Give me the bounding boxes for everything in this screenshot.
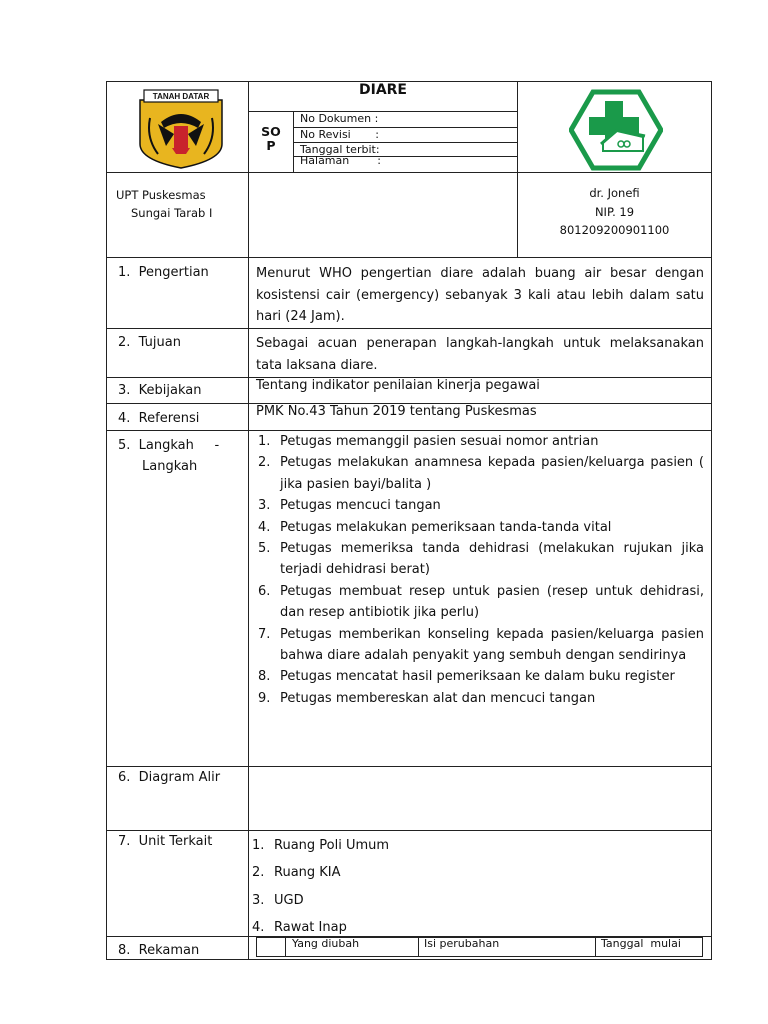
diagram-content-cell <box>248 766 712 831</box>
rekaman-header-content: Isi perubahan <box>424 937 500 950</box>
step-item: 5. Petugas memeriksa tanda dehidrasi (melakukan rujukan jika terjadi dehidrasi berat) <box>258 541 704 578</box>
step-item: 4. Petugas melakukan pemeriksaan tanda-tanda vital <box>258 519 612 535</box>
unit-item: 1. Ruang Poli Umum <box>252 838 390 853</box>
middle-empty-cell <box>248 172 518 258</box>
langkah-label-line2: Langkah <box>142 459 198 474</box>
unit-item: 4. Rawat Inap <box>252 919 347 935</box>
step-item: 7. Petugas memberikan konseling kepada pasien/keluarga pasien bahwa diare adalah penyakit yang sembuh dengan sendirinya <box>258 626 704 664</box>
emblem-text: TANAH DATAR <box>152 92 210 101</box>
tanah-datar-emblem <box>136 88 226 170</box>
issue-date-label: Tanggal terbit: <box>300 143 380 156</box>
referensi-text: PMK No.43 Tahun 2019 tentang Puskesmas <box>256 404 537 419</box>
sop-label: SO P <box>261 124 281 153</box>
revision-label: No Revisi : <box>300 128 379 141</box>
tujuan-label: 2. Tujuan <box>118 335 181 350</box>
tujuan-text: Sebagai acuan penerapan langkah-langkah untuk melaksanakan tata laksana diare. <box>256 336 704 373</box>
kebijakan-label: 3. Kebijakan <box>118 383 202 398</box>
pengertian-label: 1. Pengertian <box>118 265 209 280</box>
langkah-label-cell <box>106 430 249 767</box>
step-item: 2. Petugas melakukan anamnesa kepada pasien/keluarga pasien ( jika pasien bayi/balita ) <box>258 455 704 492</box>
langkah-label-line1: 5. Langkah - <box>118 438 220 453</box>
rekaman-label: 8. Rekaman <box>118 943 200 958</box>
puskesmas-logo <box>569 89 663 171</box>
unit-label: 7. Unit Terkait <box>118 834 213 849</box>
signatory-nip-number: 801209200901100 <box>559 223 670 237</box>
page-number-label: Halaman : <box>300 154 381 167</box>
referensi-label: 4. Referensi <box>118 411 200 426</box>
doc-number-label: No Dokumen : <box>300 112 379 125</box>
unit-item: 3. UGD <box>252 892 304 908</box>
rekaman-header-changed: Yang diubah <box>292 937 360 950</box>
sop-document <box>106 81 712 960</box>
org-name-line1: UPT Puskesmas <box>116 188 206 202</box>
kebijakan-text: Tentang indikator penilaian kinerja pegawai <box>256 378 540 393</box>
rekaman-header-date: Tanggal mulai <box>601 937 681 950</box>
diagram-label: 6. Diagram Alir <box>118 770 221 785</box>
signatory-nip-label: NIP. 19 <box>594 205 635 219</box>
langkah-steps-list <box>258 431 704 709</box>
step-item: 9. Petugas membereskan alat dan mencuci tangan <box>258 690 596 706</box>
pengertian-text: Menurut WHO pengertian diare adalah buang air besar dengan kosistensi cair (emergency) sebanyak 3 kali atau lebih dalam satu hari (24 Jam). <box>256 266 704 324</box>
signatory-name: dr. Jonefi <box>589 186 640 200</box>
org-name-line2: Sungai Tarab I <box>131 206 213 220</box>
unit-item: 2. Ruang KIA <box>252 865 341 881</box>
step-item: 6. Petugas membuat resep untuk pasien (resep untuk dehidrasi, dan resep antibiotik jika perlu) <box>258 583 704 621</box>
rekaman-col-spacer <box>256 937 286 957</box>
document-title: DIARE <box>358 82 407 98</box>
step-item: 8. Petugas mencatat hasil pemeriksaan ke dalam buku register <box>258 669 675 685</box>
unit-list <box>252 832 692 941</box>
step-item: 1. Petugas memanggil pasien sesuai nomor antrian <box>258 434 599 449</box>
step-item: 3. Petugas mencuci tangan <box>258 498 441 514</box>
